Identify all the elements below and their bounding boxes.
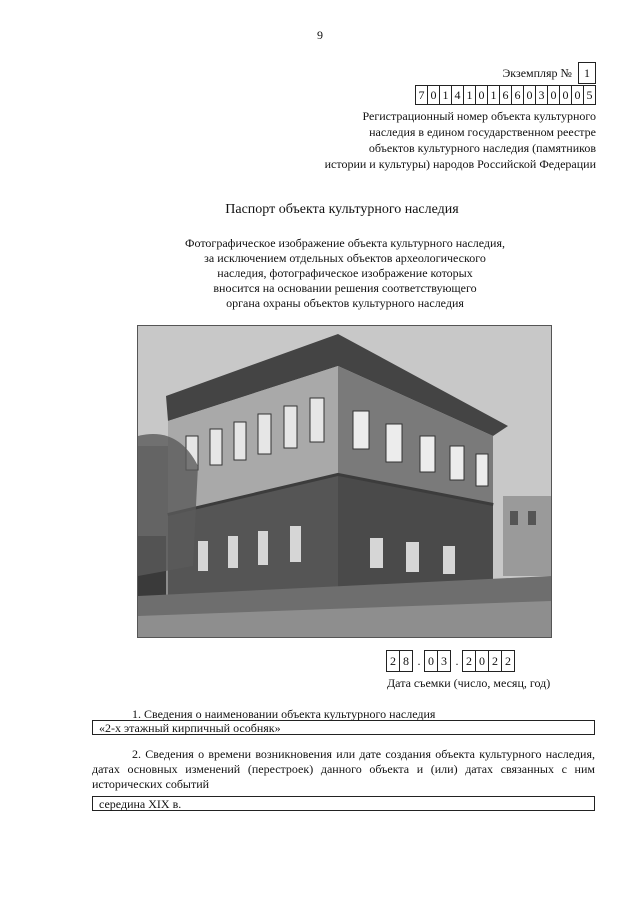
photo-date [387, 650, 515, 672]
registration-digit: 0 [475, 85, 488, 105]
registration-digit: 1 [463, 85, 476, 105]
building-photo [137, 325, 552, 638]
date-separator: . [417, 653, 421, 668]
registration-digit: 0 [547, 85, 560, 105]
registration-caption-line: истории и культуры) народов Российской Федерации [324, 157, 596, 171]
section1-heading: 1. Сведения о наименовании объекта культурного наследия [132, 707, 436, 721]
registration-digit: 0 [571, 85, 584, 105]
passport-title: Паспорт объекта культурного наследия [225, 202, 459, 217]
object-name-field: «2-х этажный кирпичный особняк» [92, 720, 595, 735]
photo-date-caption: Дата съемки (число, месяц, год) [387, 676, 551, 690]
photo-caption-line: Фотографическое изображение объекта культурного наследия, [185, 236, 505, 250]
date-month-digit: 0 [424, 650, 438, 672]
registration-caption [236, 108, 596, 172]
photo-caption [140, 236, 550, 311]
photo-caption-line: вносится на основании решения соответствующего [213, 281, 477, 295]
registration-caption-line: Регистрационный номер объекта культурного [362, 109, 596, 123]
registration-number [416, 85, 596, 105]
registration-caption-line: объектов культурного наследия (памятников [368, 141, 596, 155]
photo-caption-line: органа охраны объектов культурного наследия [226, 296, 464, 310]
registration-digit: 7 [415, 85, 428, 105]
date-year-digit: 2 [501, 650, 515, 672]
date-year-digit: 2 [462, 650, 476, 672]
registration-digit: 6 [511, 85, 524, 105]
date-year-digit: 0 [475, 650, 489, 672]
date-year-digit: 2 [488, 650, 502, 672]
date-day-digit: 2 [386, 650, 400, 672]
building-photo-image [138, 326, 551, 637]
registration-digit: 1 [487, 85, 500, 105]
registration-digit: 1 [439, 85, 452, 105]
copy-number-label: Экземпляр № [502, 65, 572, 80]
registration-digit: 0 [523, 85, 536, 105]
section2-heading: 2. Сведения о времени возникновения или дате создания объекта культурного наследия, датах основных изменений (перестроек) данного объекта и (или) датах связанных с ним исторических событий [92, 747, 595, 791]
creation-date-field: середина XIX в. [92, 796, 595, 811]
page-number: 9 [317, 28, 323, 42]
date-day-digit: 8 [399, 650, 413, 672]
date-month-digit: 3 [437, 650, 451, 672]
photo-caption-line: наследия, фотографическое изображение которых [217, 266, 473, 280]
photo-caption-line: за исключением отдельных объектов археологического [204, 251, 486, 265]
registration-digit: 6 [499, 85, 512, 105]
registration-digit: 3 [535, 85, 548, 105]
copy-number-box: 1 [578, 62, 596, 84]
registration-digit: 0 [559, 85, 572, 105]
registration-caption-line: наследия в едином государственном реестре [369, 125, 596, 139]
copy-number-row [502, 62, 596, 84]
date-separator: . [455, 653, 459, 668]
registration-digit: 5 [583, 85, 596, 105]
registration-digit: 0 [427, 85, 440, 105]
registration-digit: 4 [451, 85, 464, 105]
